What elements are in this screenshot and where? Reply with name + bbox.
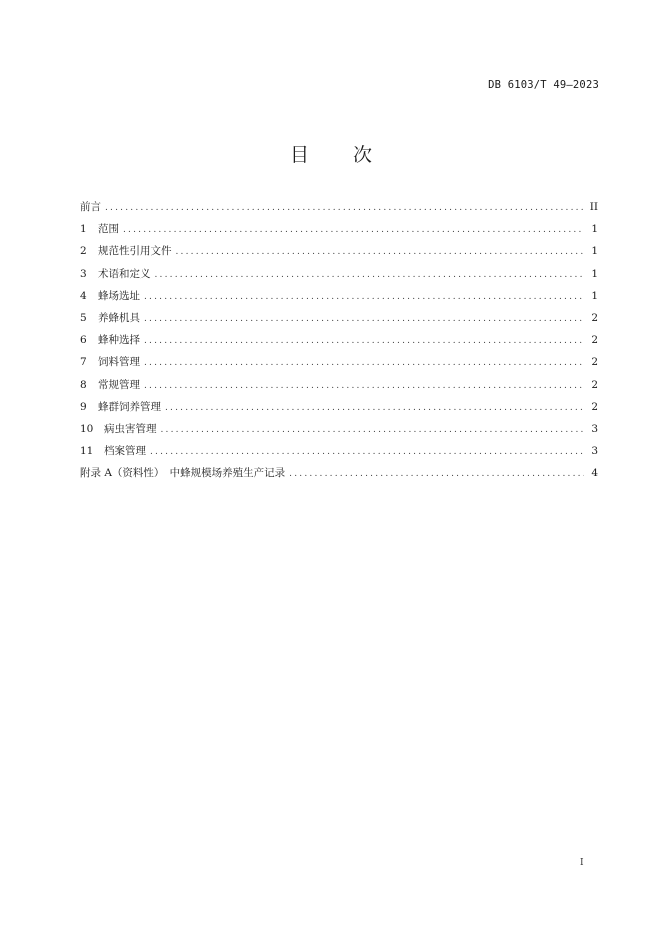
- toc-entry-label: [80, 243, 172, 258]
- toc-entry-label: 附录 A（资料性） 中蜂规模场养殖生产记录: [80, 467, 286, 480]
- toc-entry-number: 4: [80, 289, 87, 302]
- toc-entry-foreword[interactable]: [80, 199, 598, 221]
- toc-entry-page: 4: [591, 467, 598, 480]
- toc-leader-dots: [165, 403, 584, 413]
- toc-entry-10[interactable]: [80, 421, 598, 443]
- toc-leader-dots: [150, 447, 584, 457]
- toc-entry-text: 常规管理: [98, 378, 140, 391]
- title-char-1: 目: [289, 144, 309, 166]
- toc-entry-8[interactable]: [80, 377, 598, 399]
- toc-entry-number: 6: [80, 334, 87, 347]
- toc-leader-dots: [144, 381, 584, 391]
- toc-entry-3[interactable]: [80, 266, 598, 288]
- toc-entry-label: [80, 443, 146, 458]
- toc-entry-number: 3: [80, 267, 87, 280]
- toc-entry-text: 蜂种选择: [98, 334, 140, 347]
- toc-entry-label: [80, 421, 157, 436]
- toc-leader-dots: [144, 292, 584, 302]
- table-of-contents: [80, 199, 598, 487]
- toc-entry-number: 9: [80, 400, 87, 413]
- toc-leader-dots: [144, 314, 584, 324]
- toc-entry-page: 1: [591, 289, 598, 302]
- title-char-2: 次: [353, 144, 373, 166]
- toc-leader-dots: [144, 336, 584, 346]
- toc-entry-label: [80, 332, 140, 347]
- toc-entry-page: II: [589, 201, 598, 213]
- toc-entry-text: 蜂场选址: [98, 289, 140, 302]
- toc-leader-dots: [105, 203, 584, 213]
- toc-entry-number: 10: [80, 422, 94, 435]
- toc-leader-dots: [123, 225, 584, 235]
- toc-entry-page: 2: [591, 400, 598, 413]
- toc-entry-9[interactable]: [80, 399, 598, 421]
- toc-entry-number: 5: [80, 311, 87, 324]
- toc-entry-page: 2: [591, 378, 598, 391]
- page-number: I: [580, 858, 584, 868]
- toc-entry-label: [80, 310, 140, 325]
- toc-entry-text: 档案管理: [104, 445, 146, 458]
- toc-entry-11[interactable]: [80, 443, 598, 465]
- toc-entry-page: 3: [591, 422, 598, 435]
- toc-entry-label: 前言: [80, 201, 101, 213]
- toc-entry-text: 范围: [98, 223, 119, 236]
- toc-entry-label: [80, 288, 140, 303]
- toc-entry-4[interactable]: [80, 288, 598, 310]
- toc-entry-text: 养蜂机具: [98, 311, 140, 324]
- toc-entry-number: 8: [80, 378, 87, 391]
- toc-entry-text: 规范性引用文件: [98, 245, 172, 258]
- toc-entry-page: 1: [591, 223, 598, 236]
- toc-entry-page: 1: [591, 267, 598, 280]
- toc-entry-label: [80, 266, 151, 281]
- toc-entry-page: 1: [591, 245, 598, 258]
- toc-entry-page: 2: [591, 311, 598, 324]
- toc-entry-page: 2: [591, 334, 598, 347]
- toc-entry-number: 7: [80, 356, 87, 369]
- toc-entry-label: [80, 221, 119, 236]
- toc-entry-number: 11: [80, 445, 94, 458]
- toc-entry-label: [80, 377, 140, 392]
- toc-entry-label: [80, 399, 161, 414]
- toc-entry-2[interactable]: [80, 243, 598, 265]
- toc-entry-7[interactable]: [80, 354, 598, 376]
- toc-entry-appendix-a[interactable]: [80, 465, 598, 487]
- toc-entry-page: 3: [591, 445, 598, 458]
- toc-entry-1[interactable]: [80, 221, 598, 243]
- toc-entry-6[interactable]: [80, 332, 598, 354]
- toc-entry-text: 饲料管理: [98, 356, 140, 369]
- document-id: DB 6103/T 49—2023: [488, 79, 599, 91]
- toc-leader-dots: [155, 270, 585, 280]
- toc-entry-text: 病虫害管理: [104, 422, 157, 435]
- toc-entry-text: 术语和定义: [98, 267, 151, 280]
- toc-leader-dots: [289, 469, 584, 479]
- toc-entry-number: 2: [80, 245, 87, 258]
- toc-entry-label: [80, 354, 140, 369]
- toc-entry-page: 2: [591, 356, 598, 369]
- toc-leader-dots: [161, 425, 585, 435]
- toc-leader-dots: [144, 358, 584, 368]
- toc-entry-5[interactable]: [80, 310, 598, 332]
- toc-leader-dots: [176, 247, 585, 257]
- page-title: [0, 140, 662, 167]
- toc-entry-text: 蜂群饲养管理: [98, 400, 161, 413]
- toc-entry-number: 1: [80, 223, 87, 236]
